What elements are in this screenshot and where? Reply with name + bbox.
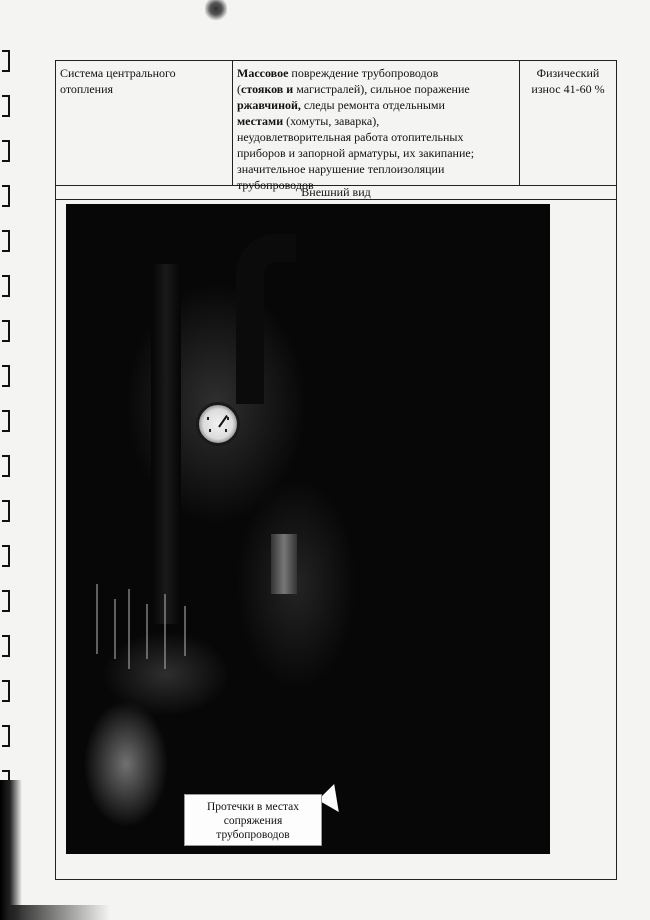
- system-label: Система центрального: [60, 66, 176, 80]
- callout-text: сопряжения: [223, 815, 283, 827]
- wear-value: износ 41-60 %: [531, 82, 605, 96]
- description-line: [237, 97, 515, 113]
- binder-mark: [2, 500, 10, 522]
- appearance-header: Внешний вид: [56, 185, 616, 200]
- binder-mark: [2, 95, 10, 117]
- pipe-bend: [236, 234, 296, 404]
- description-text: повреждение трубопроводов: [288, 66, 439, 80]
- scan-edge-shadow: [0, 780, 22, 920]
- rust-streak: [96, 584, 98, 654]
- binder-mark: [2, 725, 10, 747]
- binder-mark: [2, 680, 10, 702]
- binder-mark: [2, 140, 10, 162]
- binder-mark: [2, 545, 10, 567]
- pipe-riser: [151, 264, 181, 624]
- binder-mark: [2, 320, 10, 342]
- callout-text: Протечки в местах: [207, 801, 299, 813]
- pipe-segment: [271, 534, 297, 594]
- description-line: значительное нарушение теплоизоляции: [237, 162, 445, 176]
- binder-mark: [2, 365, 10, 387]
- gauge-tick: [209, 429, 211, 432]
- system-cell: [56, 61, 233, 185]
- description-line: [237, 113, 515, 129]
- rust-streak: [128, 589, 130, 669]
- gauge-tick: [225, 429, 227, 432]
- description-text: следы ремонта отдельными: [300, 98, 445, 112]
- pressure-gauge-icon: [196, 402, 240, 446]
- description-text: (хомуты, заварка),: [283, 114, 380, 128]
- wear-cell: [520, 61, 616, 185]
- gauge-tick: [207, 417, 209, 420]
- description-bold: ржавчиной,: [237, 98, 301, 112]
- binder-mark: [2, 635, 10, 657]
- description-line: трубопроводов: [237, 178, 314, 192]
- assessment-table: [55, 60, 617, 880]
- binder-mark: [2, 275, 10, 297]
- rust-streak: [164, 594, 166, 669]
- rust-streak: [146, 604, 148, 659]
- description-line: приборов и запорной арматуры, их закипание;: [237, 146, 475, 160]
- binder-mark: [2, 185, 10, 207]
- description-bold: местами: [237, 114, 284, 128]
- leak-callout: [184, 794, 322, 846]
- binder-mark: [2, 590, 10, 612]
- binder-mark: [2, 410, 10, 432]
- scan-smudge: [10, 905, 110, 920]
- wear-label: Физический: [536, 66, 600, 80]
- description-text: магистралей), сильное поражение: [293, 82, 470, 96]
- description-bold: Массовое: [237, 66, 289, 80]
- description-line: неудовлетворительная работа отопительных: [237, 130, 464, 144]
- binder-mark: [2, 50, 10, 72]
- callout-text: трубопроводов: [216, 829, 290, 841]
- system-label: отопления: [60, 82, 114, 96]
- binder-mark: [2, 455, 10, 477]
- rust-streak: [114, 599, 116, 659]
- heating-pipes-photo: [66, 204, 550, 854]
- scan-smudge: [205, 0, 227, 22]
- description-bold: стояков и: [241, 82, 294, 96]
- binder-mark: [2, 230, 10, 252]
- rust-streak: [184, 606, 186, 656]
- description-text: (: [237, 82, 241, 96]
- gauge-tick: [227, 417, 229, 420]
- callout-pointer: [318, 781, 350, 812]
- description-line: [237, 65, 515, 81]
- description-line: [237, 81, 515, 97]
